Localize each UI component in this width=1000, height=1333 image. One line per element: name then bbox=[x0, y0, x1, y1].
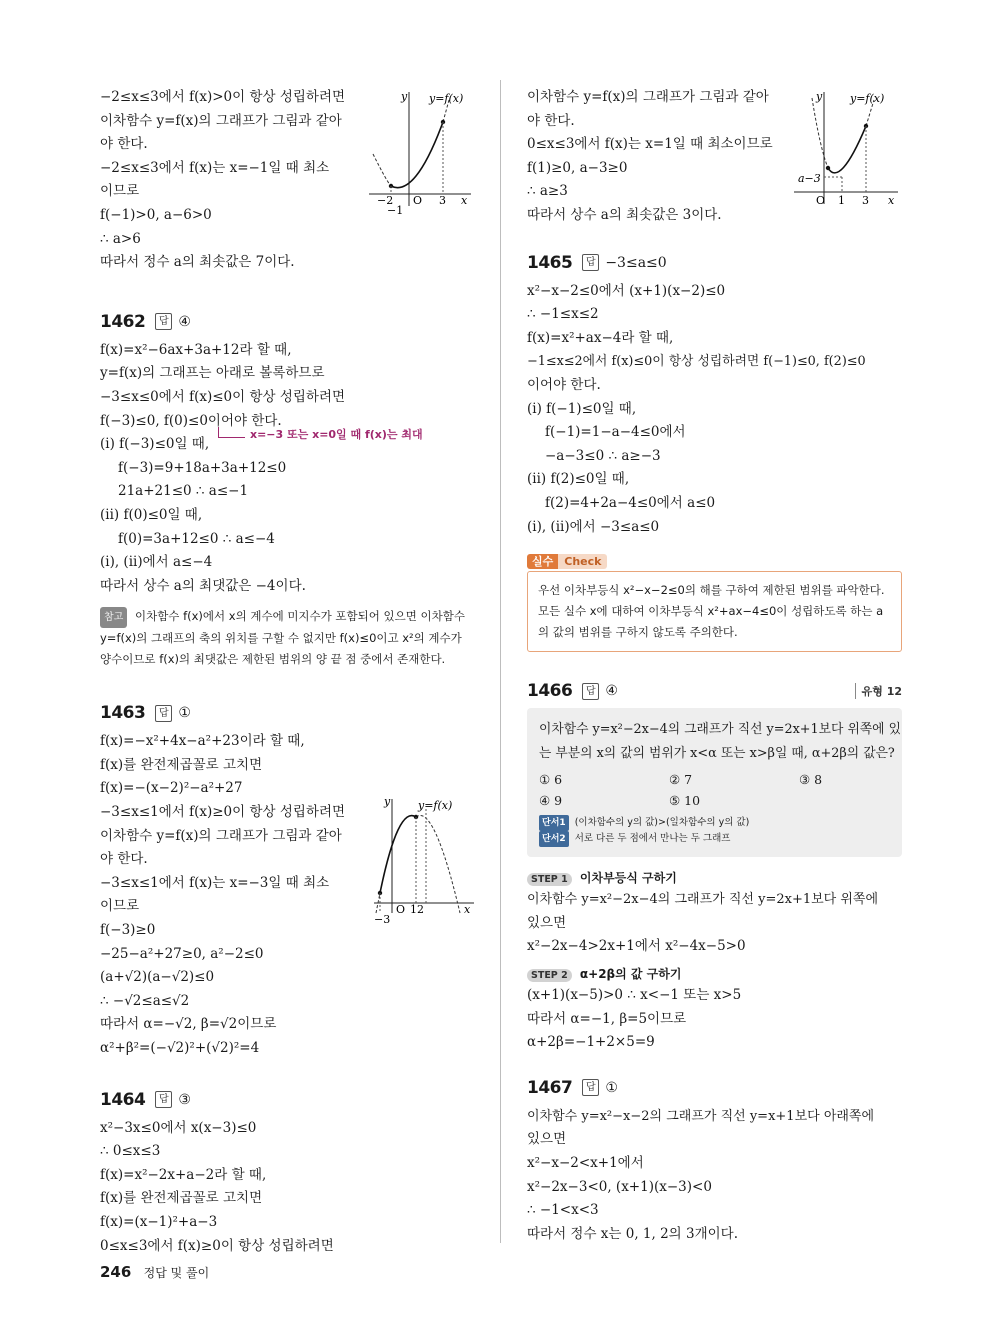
annotation-arrow bbox=[218, 427, 245, 438]
text-line: −2≤x≤3에서 f(x)는 x=−1일 때 최소 bbox=[100, 159, 330, 176]
text-line: ∴ a>6 bbox=[100, 230, 141, 247]
text-line: f(−3)≤0, f(0)≤0이어야 한다. bbox=[100, 412, 282, 429]
text-line: x²−3x≤0에서 x(x−3)≤0 bbox=[100, 1119, 257, 1136]
annotation-text: x=−3 또는 x=0일 때 f(x)는 최대 bbox=[250, 428, 423, 442]
text-line: 이차함수 y=x²−2x−4의 그래프가 직선 y=2x+1보다 위쪽에 bbox=[527, 892, 879, 908]
column-divider bbox=[500, 80, 501, 1243]
text-line: 야 한다. bbox=[527, 112, 575, 129]
graph-parabola-1463 bbox=[370, 795, 480, 925]
text-line: x²−x−2≤0에서 (x+1)(x−2)≤0 bbox=[527, 282, 726, 299]
text-line: ∴ a≥3 bbox=[527, 183, 568, 200]
problem-number: 1464 bbox=[100, 1089, 146, 1110]
check-tab bbox=[527, 553, 607, 569]
text-line: 따라서 상수 a의 최댓값은 −4이다. bbox=[100, 577, 306, 594]
text-line: f(−3)≥0 bbox=[100, 922, 156, 939]
page-number: 246 bbox=[100, 1263, 132, 1281]
check-box bbox=[527, 571, 902, 652]
text-line: 이므로 bbox=[100, 183, 140, 200]
text-line: −3≤x≤1에서 f(x)≥0이 항상 성립하려면 bbox=[100, 804, 346, 821]
text-line: f(x)=x²−2x+a−2라 할 때, bbox=[100, 1166, 267, 1183]
origin-label: O bbox=[413, 194, 423, 207]
text-line: ∴ 0≤x≤3 bbox=[100, 1143, 161, 1160]
tick-label: −2 bbox=[377, 194, 394, 207]
hint-badge: 단서1 bbox=[539, 815, 569, 831]
footer-label: 정답 및 풀이 bbox=[143, 1266, 210, 1280]
right-column bbox=[527, 86, 902, 1246]
graph-parabola-1 bbox=[365, 88, 477, 216]
text-line: 따라서 정수 x는 0, 1, 2의 3개이다. bbox=[527, 1225, 739, 1242]
problem-box bbox=[527, 708, 902, 857]
text-line: 이므로 bbox=[100, 898, 140, 915]
choice-list bbox=[539, 769, 890, 811]
answer-badge: 답 bbox=[155, 1091, 172, 1108]
text-line: (x+1)(x−5)>0 ∴ x<−1 또는 x>5 bbox=[527, 987, 742, 1004]
choice: ⑤ 10 bbox=[669, 793, 701, 809]
hint-1 bbox=[539, 815, 890, 831]
choice: ④ 9 bbox=[539, 793, 563, 809]
text-line: (i) f(−3)≤0일 때, bbox=[100, 436, 210, 453]
text-line: f(2)=4+2a−4≤0에서 a≤0 bbox=[545, 494, 716, 511]
text-line: f(0)=3a+12≤0 ∴ a≤−4 bbox=[118, 530, 275, 547]
curve-dashed bbox=[416, 815, 460, 913]
text-line: 이차함수 y=x²−x−2의 그래프가 직선 y=x+1보다 아래쪽에 bbox=[527, 1108, 875, 1124]
text-line: (a+√2)(a−√2)≤0 bbox=[100, 969, 215, 986]
text-line: 21a+21≤0 ∴ a≤−1 bbox=[118, 483, 249, 500]
text-line: (i) f(−1)≤0일 때, bbox=[527, 400, 637, 417]
graph-parabola-2 bbox=[790, 88, 902, 212]
step-2-header bbox=[527, 965, 902, 982]
text-line: f(x)=x²−6ax+3a+12라 할 때, bbox=[100, 341, 292, 358]
answer-value: −3≤a≤0 bbox=[605, 254, 667, 271]
problem-1465 bbox=[527, 250, 902, 653]
curve-label: y=f(x) bbox=[850, 92, 885, 105]
origin-label: O bbox=[816, 194, 826, 207]
text-line: −25−a²+27≥0, a²−2≤0 bbox=[100, 945, 264, 962]
problem-number: 1466 bbox=[527, 681, 573, 702]
note-badge: 참고 bbox=[100, 607, 127, 628]
hint-text: (이차함수의 y의 값)>(일차함수의 y의 값) bbox=[574, 817, 750, 829]
answer-value: ③ bbox=[178, 1091, 191, 1108]
text-line: f(x)=−(x−2)²−a²+27 bbox=[100, 780, 243, 797]
answer-badge: 답 bbox=[155, 705, 172, 722]
text-line: 0≤x≤3에서 f(x)는 x=1일 때 최소이므로 bbox=[527, 136, 773, 153]
problem-1467 bbox=[527, 1075, 902, 1247]
text-line: 야 한다. bbox=[100, 851, 148, 868]
curve-solid bbox=[828, 126, 866, 173]
answer-value: ④ bbox=[605, 683, 618, 700]
step-title: α+2β의 값 구하기 bbox=[579, 967, 682, 982]
problem-1466 bbox=[527, 678, 902, 1055]
text-line: x²−2x−3<0, (x+1)(x−3)<0 bbox=[527, 1178, 712, 1195]
text-line: y=f(x)의 그래프는 아래로 볼록하므로 bbox=[100, 365, 325, 382]
step-title: 이차부등식 구하기 bbox=[579, 871, 677, 886]
axis-label: x bbox=[464, 903, 471, 916]
text-line: f(x)=x²+ax−4라 할 때, bbox=[527, 329, 674, 346]
hint-2 bbox=[539, 831, 890, 847]
choice: ① 6 bbox=[539, 772, 563, 788]
text-line: ∴ −√2≤a≤√2 bbox=[100, 992, 190, 1009]
tick-label: 1 bbox=[838, 194, 845, 207]
axis-label: x bbox=[461, 194, 468, 207]
tick-label: a−3 bbox=[798, 172, 821, 185]
answer-badge: 답 bbox=[582, 254, 599, 271]
text-line: α+2β=−1+2×5=9 bbox=[527, 1034, 655, 1051]
problem-number: 1463 bbox=[100, 703, 146, 724]
text-line: 따라서 α=−√2, β=√2이므로 bbox=[100, 1016, 277, 1033]
answer-value: ① bbox=[605, 1079, 618, 1096]
text-line: f(−1)=1−a−4≤0에서 bbox=[545, 424, 686, 441]
problem-number: 1462 bbox=[100, 311, 146, 332]
text-line: 이어야 한다. bbox=[527, 376, 601, 393]
left-column bbox=[100, 86, 475, 1258]
text-line: (ii) f(2)≤0일 때, bbox=[527, 471, 630, 488]
axis-label: y bbox=[384, 795, 391, 808]
problem-number: 1465 bbox=[527, 252, 573, 273]
text-line: 있으면 bbox=[527, 914, 567, 931]
text-line: f(x)=(x−1)²+a−3 bbox=[100, 1213, 218, 1230]
page-footer bbox=[100, 1263, 209, 1281]
text-line: 0≤x≤3에서 f(x)≥0이 항상 성립하려면 bbox=[100, 1237, 334, 1254]
tick-label: −1 bbox=[387, 204, 404, 216]
text-line: x²−x−2<x+1에서 bbox=[527, 1155, 644, 1172]
text-line: f(x)를 완전제곱꼴로 고치면 bbox=[100, 1190, 263, 1207]
hint-badge: 단서2 bbox=[539, 831, 569, 847]
text-line: (i), (ii)에서 −3≤a≤0 bbox=[527, 518, 660, 535]
endpoint bbox=[826, 166, 830, 170]
text-line: 있으면 bbox=[527, 1131, 567, 1148]
tick-label: −3 bbox=[374, 913, 391, 925]
note-text: 이차함수 f(x)에서 x의 계수에 미지수가 포함되어 있으면 이차함수 y=f(x)의 그래프의 축의 위치를 구할 수 없지만 f(x)≤0이고 x²의 계수가 양수이므로 f(x)의 최댓값은 제한된 범위의 양 끝 점 중에서 존재한다. bbox=[100, 609, 465, 667]
type-tag: 유형 12 bbox=[855, 683, 902, 699]
answer-value: ④ bbox=[178, 313, 191, 330]
text-line: ∴ −1≤x≤2 bbox=[527, 306, 599, 323]
text-line: 이차함수 y=f(x)의 그래프가 그림과 같아 bbox=[100, 112, 342, 129]
choice: ② 7 bbox=[669, 772, 693, 788]
text-line: f(x)를 완전제곱꼴로 고치면 bbox=[100, 756, 263, 773]
text-line: (i), (ii)에서 a≤−4 bbox=[100, 554, 213, 571]
text-line: ∴ −1<x<3 bbox=[527, 1202, 599, 1219]
curve-solid bbox=[391, 122, 443, 188]
tick-label: 3 bbox=[439, 194, 446, 207]
curve-dashed bbox=[373, 154, 391, 186]
problem-1462 bbox=[100, 309, 475, 671]
curve-dashed bbox=[812, 98, 828, 168]
text-line: 이차함수 y=f(x)의 그래프가 그림과 같아 bbox=[527, 89, 769, 105]
tick-label: 12 bbox=[410, 903, 424, 916]
problem-number: 1467 bbox=[527, 1077, 573, 1098]
axis-label: y bbox=[401, 90, 408, 103]
axis-label: x bbox=[888, 194, 895, 207]
question-line: 는 부분의 x의 값의 범위가 x<α 또는 x>β일 때, α+2β의 값은? bbox=[539, 745, 895, 761]
answer-badge: 답 bbox=[582, 683, 599, 700]
curve-label: y=f(x) bbox=[418, 799, 453, 812]
origin-label: O bbox=[396, 903, 406, 916]
answer-badge: 답 bbox=[582, 1079, 599, 1096]
hint-text: 서로 다른 두 점에서 만나는 두 그래프 bbox=[574, 833, 731, 845]
text-line: −1≤x≤2에서 f(x)≤0이 항상 성립하려면 f(−1)≤0, f(2)≤0 bbox=[527, 354, 866, 370]
text-line: α²+β²=(−√2)²+(√2)²=4 bbox=[100, 1040, 260, 1056]
reference-note bbox=[100, 606, 475, 670]
curve-label: y=f(x) bbox=[429, 92, 464, 105]
text-line: f(1)≥0, a−3≥0 bbox=[527, 159, 628, 176]
text-line: −3≤x≤1에서 f(x)는 x=−3일 때 최소 bbox=[100, 874, 330, 891]
check-tab-label: 실수 bbox=[527, 554, 558, 569]
step-badge: STEP 2 bbox=[527, 969, 572, 982]
text-line: 따라서 정수 a의 최솟값은 7이다. bbox=[100, 254, 295, 271]
text-line: 이차함수 y=f(x)의 그래프가 그림과 같아 bbox=[100, 827, 342, 844]
text-line: −3≤x≤0에서 f(x)≤0이 항상 성립하려면 bbox=[100, 388, 346, 405]
text-line: 야 한다. bbox=[100, 136, 148, 153]
answer-value: ① bbox=[178, 705, 191, 722]
axis-label: y bbox=[816, 90, 823, 103]
text-line: x²−2x−4>2x+1에서 x²−4x−5>0 bbox=[527, 938, 746, 955]
answer-badge: 답 bbox=[155, 313, 172, 330]
text-line: f(−3)=9+18a+3a+12≤0 bbox=[118, 459, 287, 476]
text-line: f(−1)>0, a−6>0 bbox=[100, 206, 212, 223]
text-line: 따라서 상수 a의 최솟값은 3이다. bbox=[527, 206, 722, 223]
check-text: 우선 이차부등식 x²−x−2≤0의 해를 구하여 제한된 범위를 파악한다. 모든 실수 x에 대하여 이차부등식 x²+ax−4≤0이 성립하도록 하는 a의 값의 범위를 구하지 않도록 주의한다. bbox=[538, 583, 885, 640]
text-line: −2≤x≤3에서 f(x)>0이 항상 성립하려면 bbox=[100, 89, 346, 105]
step-badge: STEP 1 bbox=[527, 873, 572, 886]
question-line: 이차함수 y=x²−2x−4의 그래프가 직선 y=2x+1보다 위쪽에 있 bbox=[539, 722, 901, 738]
step-1-header bbox=[527, 869, 902, 886]
choice: ③ 8 bbox=[799, 772, 823, 788]
text-line: 따라서 α=−1, β=5이므로 bbox=[527, 1010, 687, 1027]
text-line: −a−3≤0 ∴ a≥−3 bbox=[545, 447, 661, 464]
check-tab-label: Check bbox=[558, 554, 607, 569]
tick-label: 3 bbox=[862, 194, 869, 207]
problem-1464 bbox=[100, 1087, 475, 1259]
text-line: f(x)=−x²+4x−a²+23이라 할 때, bbox=[100, 733, 305, 750]
text-line: (ii) f(0)≤0일 때, bbox=[100, 506, 203, 523]
curve-solid bbox=[380, 816, 416, 893]
